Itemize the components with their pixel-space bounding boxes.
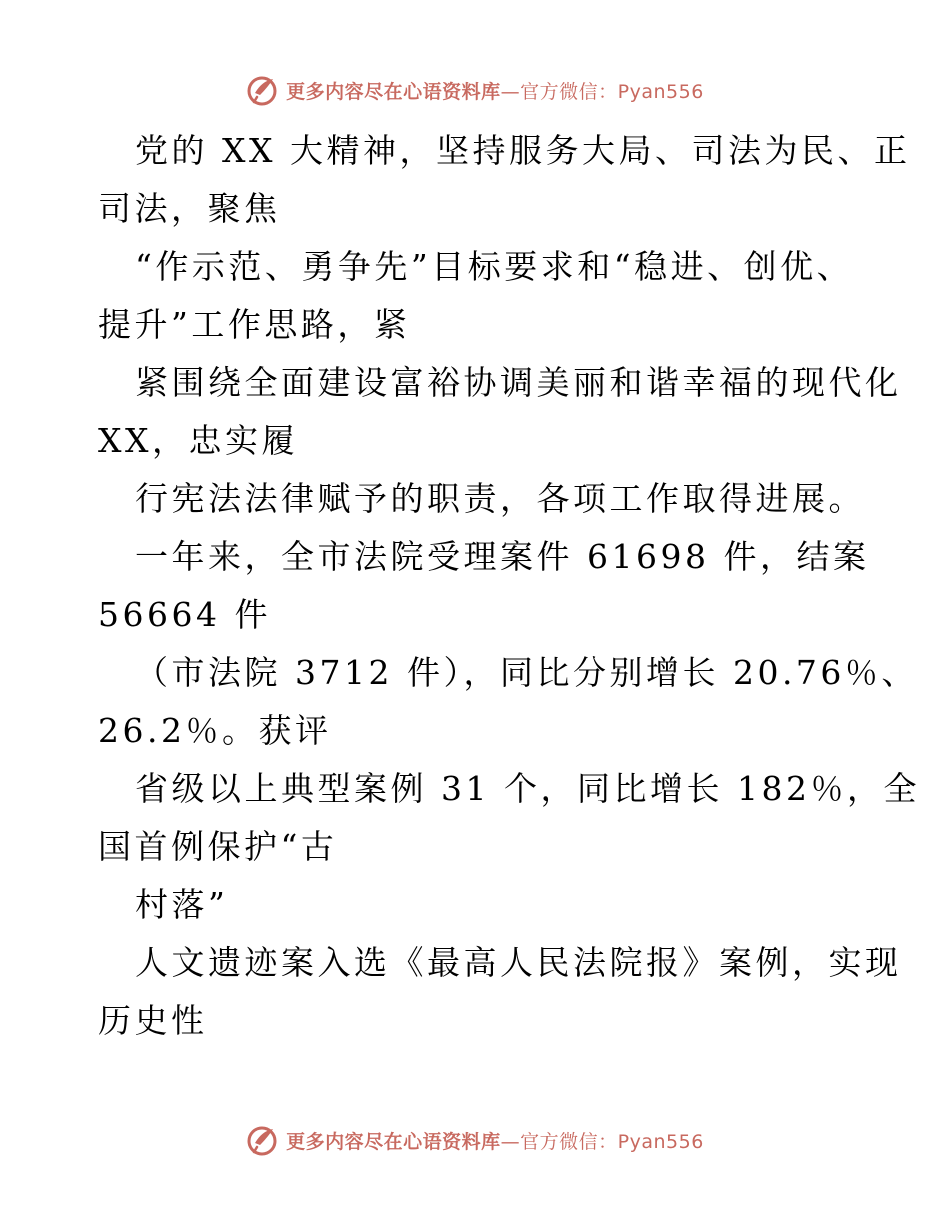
body-line: 紧围绕全面建设富裕协调美丽和谐幸福的现代化	[135, 363, 902, 402]
body-line: 历史性	[98, 1001, 208, 1040]
footer-banner	[0, 1120, 950, 1160]
footer-banner-suffix: —官方微信：Pyan556	[500, 1130, 704, 1153]
body-line: 省级以上典型案例 31 个，同比增长 182％，全	[135, 769, 920, 808]
body-line: “作示范、勇争先”目标要求和“稳进、创优、	[135, 247, 854, 286]
header-banner	[0, 70, 950, 110]
brand-logo-icon	[246, 1123, 280, 1157]
body-line: 党的 XX 大精神，坚持服务大局、司法为民、正	[135, 131, 911, 170]
body-line: 提升”工作思路，紧	[98, 305, 411, 344]
body-line: 司法，聚焦	[98, 189, 281, 228]
body-line: 国首例保护“古	[98, 827, 338, 866]
body-line: 26.2％。获评	[98, 711, 332, 750]
body-line: 村落”	[135, 885, 229, 924]
body-line: 56664 件	[98, 595, 271, 634]
body-line: 人文遗迹案入选《最高人民法院报》案例，实现	[135, 943, 902, 982]
body-line: （市法院 3712 件），同比分别增长 20.76％、	[135, 653, 918, 692]
body-line: XX，忠实履	[98, 421, 298, 460]
footer-banner-text	[286, 1127, 704, 1154]
body-line: 行宪法法律赋予的职责，各项工作取得进展。	[135, 479, 865, 518]
body-line: 一年来，全市法院受理案件 61698 件，结案	[135, 537, 870, 576]
header-banner-main: 更多内容尽在心语资料库	[286, 80, 501, 103]
document-body	[98, 122, 920, 1050]
footer-banner-main: 更多内容尽在心语资料库	[286, 1130, 501, 1153]
brand-logo-icon	[246, 73, 280, 107]
header-banner-suffix: —官方微信：Pyan556	[500, 80, 704, 103]
header-banner-text	[286, 77, 704, 104]
